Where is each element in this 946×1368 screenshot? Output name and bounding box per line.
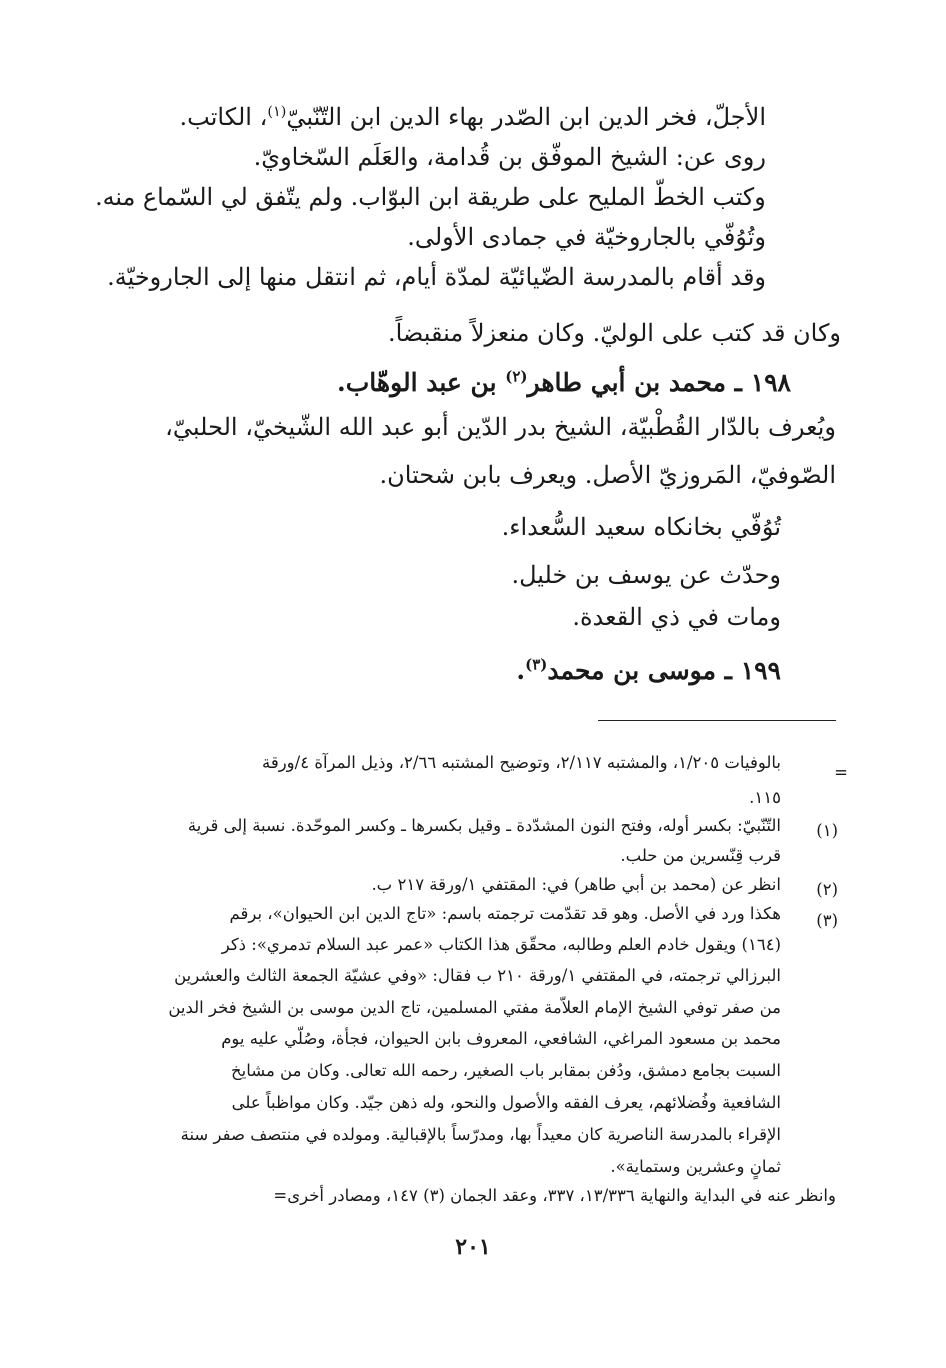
footnote-3-line-3: البرزالي ترجمته، في المقتفي ١/ورقة ٢١٠ ب فقال: «وفي عشيّة الجمعة الثالث والعشرين (174, 966, 781, 985)
entry-198-line-1: ويُعرف بالدّار القُطْبيّة، الشيخ بدر الدّين أبو عبد الله الشّيخيّ، الحلبيّ، (165, 413, 836, 441)
entry-199-heading: ١٩٩ ـ موسى بن محمد$^{(٣)}$. (516, 655, 781, 685)
body-line-4: وتُوُفّي بالجاروخيّة في جمادى الأولى. (407, 223, 766, 251)
entry-198-line-4: وحدّث عن يوسف بن خليل. (511, 561, 781, 589)
body-line-6: وكان قد كتب على الوليّ. وكان منعزلاً منقبضاً. (387, 319, 841, 347)
footnote-3-line-2: (١٦٤) ويقول خادم العلم وطالبه، محقّق هذا الكتاب «عمر عبد السلام تدمري»: ذكر (221, 935, 781, 954)
footnote-3-line-5: محمد بن مسعود المراغي، الشافعي، المعروف بابن الحيوان، فجأة، وصُلّي عليه يوم (221, 1029, 781, 1048)
entry-198-line-5: ومات في ذي القعدة. (572, 603, 781, 631)
page-number: ٢٠١ (455, 1234, 491, 1260)
footnote-1-line-1: التّنّبيّ: بكسر أوله، وفتح النون المشدّدة ـ وقيل بكسرها ـ وكسر الموحّدة. نسبة إلى قرية (187, 816, 781, 835)
footnote-ref-2: (٢) (505, 367, 528, 386)
footnote-3-line-8: الإقراء بالمدرسة الناصرية كان معيداً بها، ومدرّساً بالإقبالية. ومولده في منتصف صفر سنة (180, 1125, 781, 1144)
footnote-3-line-7: الشافعية وفُضلائهم، يعرف الفقه والأصول والنحو، وله ذهن جيّد. وكان مواظباً على (231, 1093, 781, 1112)
body-line-2: روى عن: الشيخ الموفّق بن قُدامة، والعَلَم السّخاويّ. (253, 143, 766, 171)
footnote-ref-1: (١) (267, 104, 287, 120)
footnote-2-line-1: انظر عن (محمد بن أبي طاهر) في: المقتفي ١/ورقة ٢١٧ ب. (371, 875, 781, 894)
footnote-3-line-1: هكذا ورد في الأصل. وهو قد تقدّمت ترجمته باسم: «تاج الدين ابن الحيوان»، برقم (229, 904, 781, 923)
entry-198-line-2: الصّوفيّ، المَروزيّ الأصل. ويعرف بابن شحتان. (379, 461, 836, 489)
body-line-1: الأجلّ، فخر الدين ابن الصّدر بهاء الدين ابن التّنّبيّ$^{(١)}$، الكاتب. (179, 103, 766, 131)
body-line-5: وقد أقام بالمدرسة الضّيائيّة لمدّة أيام، ثم انتقل منها إلى الجاروخيّة. (107, 263, 766, 291)
footnote-cont-marker: = (834, 763, 848, 782)
footnote-separator (598, 720, 836, 721)
entry-198-heading: ١٩٨ ـ محمد بن أبي طاهر$^{(٢)}$ بن عبد الوهّاب. (337, 367, 791, 397)
footnote-3-line-9: ثمانٍ وعشرين وستماية». (610, 1157, 781, 1176)
footnote-3-line-4: من صفر توفي الشيخ الإمام العلاّمة مفتي المسلمين، تاج الدين موسى بن الشيخ فخر الدين (168, 998, 781, 1017)
footnote-3-marker: (٣) (816, 911, 838, 930)
entry-198-line-3: تُوُفّي بخانكاه سعيد السُّعداء. (501, 513, 781, 541)
footnote-2-marker: (٢) (816, 880, 838, 899)
footnote-ref-3: (٣) (525, 655, 548, 674)
footnote-3-line-6: السبت بجامع دمشق، ودُفن بمقابر باب الصغير، رحمه الله تعالى. وكان من مشايخ (230, 1061, 781, 1080)
body-line-3: وكتب الخطّ المليح على طريقة ابن البوّاب. ولم يتّفق لي السّماع منه. (95, 183, 766, 211)
footnote-1-line-2: قرب قِنّسرين من حلب. (620, 846, 781, 865)
footnote-1-marker: (١) (816, 821, 838, 840)
footnote-cont-line-1: بالوفيات ١/٢٠٥، والمشتبه ٢/١١٧، وتوضيح المشتبه ٢/٦٦، وذيل المرآة ٤/ورقة (261, 753, 781, 772)
footnote-3-line-10: وانظر عنه في البداية والنهاية ١٣/٣٣٦، ٣٣٧، وعقد الجمان (٣) ١٤٧، ومصادر أخرى= (273, 1186, 836, 1205)
footnote-cont-line-2: ١١٥. (749, 788, 781, 807)
